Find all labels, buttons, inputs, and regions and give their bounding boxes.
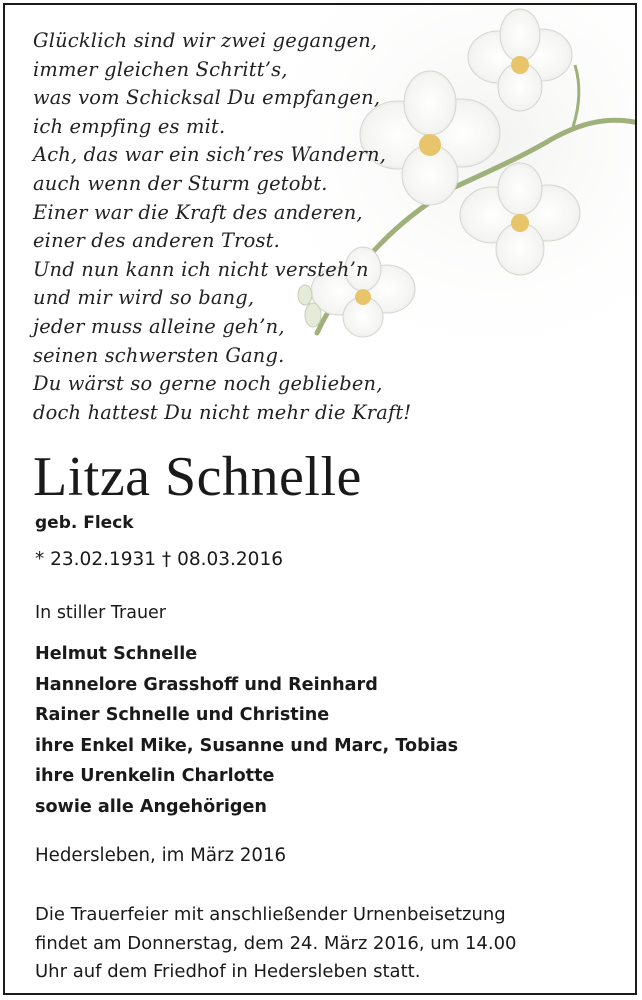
mourners-list [35, 639, 458, 823]
poem-line: Einer war die Kraft des anderen, [33, 200, 363, 224]
mourning-intro: In stiller Trauer [35, 603, 166, 623]
poem-line: Du wärst so gerne noch geblieben, [33, 372, 383, 396]
poem-line: einer des anderen Trost. [33, 229, 280, 253]
notice-line: findet am Donnerstag, dem 24. März 2016, um 14.00 [35, 932, 517, 954]
poem-line: Glücklich sind wir zwei gegangen, [33, 29, 378, 52]
mourner-line: ihre Urenkelin Charlotte [35, 766, 275, 787]
mourner-line: Rainer Schnelle und Christine [35, 705, 330, 726]
notice-line: Uhr auf dem Friedhof in Hedersleben statt. [35, 961, 421, 983]
obituary-notice [3, 3, 637, 995]
life-dates: * 23.02.1931 † 08.03.2016 [35, 549, 283, 570]
mourner-line: Hannelore Grasshoff und Reinhard [35, 674, 378, 695]
poem-line: Und nun kann ich nicht versteh’n [33, 257, 369, 281]
notice-line: Die Trauerfeier mit anschließender Urnenbeisetzung [35, 904, 506, 925]
poem-line: seinen schwersten Gang. [33, 343, 285, 367]
poem-line: immer gleichen Schritt’s, [33, 57, 288, 81]
poem-line: Ach, das war ein sich’res Wandern, [33, 143, 387, 167]
poem-line: was vom Schicksal Du empfangen, [33, 86, 381, 110]
mourner-line: ihre Enkel Mike, Susanne und Marc, Tobias [35, 735, 459, 756]
funeral-notice [35, 901, 517, 987]
mourner-line: sowie alle Angehörigen [35, 796, 267, 817]
poem-line: auch wenn der Sturm getobt. [33, 171, 328, 195]
poem-line: und mir wird so bang, [33, 286, 255, 310]
poem-line: ich empfing es mit. [33, 114, 226, 138]
poem-line: doch hattest Du nicht mehr die Kraft! [33, 400, 412, 424]
mourner-line: Helmut Schnelle [35, 644, 198, 664]
maiden-name: geb. Fleck [35, 513, 134, 533]
poem-line: jeder muss alleine geh’n, [33, 314, 285, 338]
deceased-name: Litza Schnelle [33, 446, 362, 508]
poem [33, 27, 411, 427]
place-date: Hedersleben, im März 2016 [35, 845, 287, 866]
